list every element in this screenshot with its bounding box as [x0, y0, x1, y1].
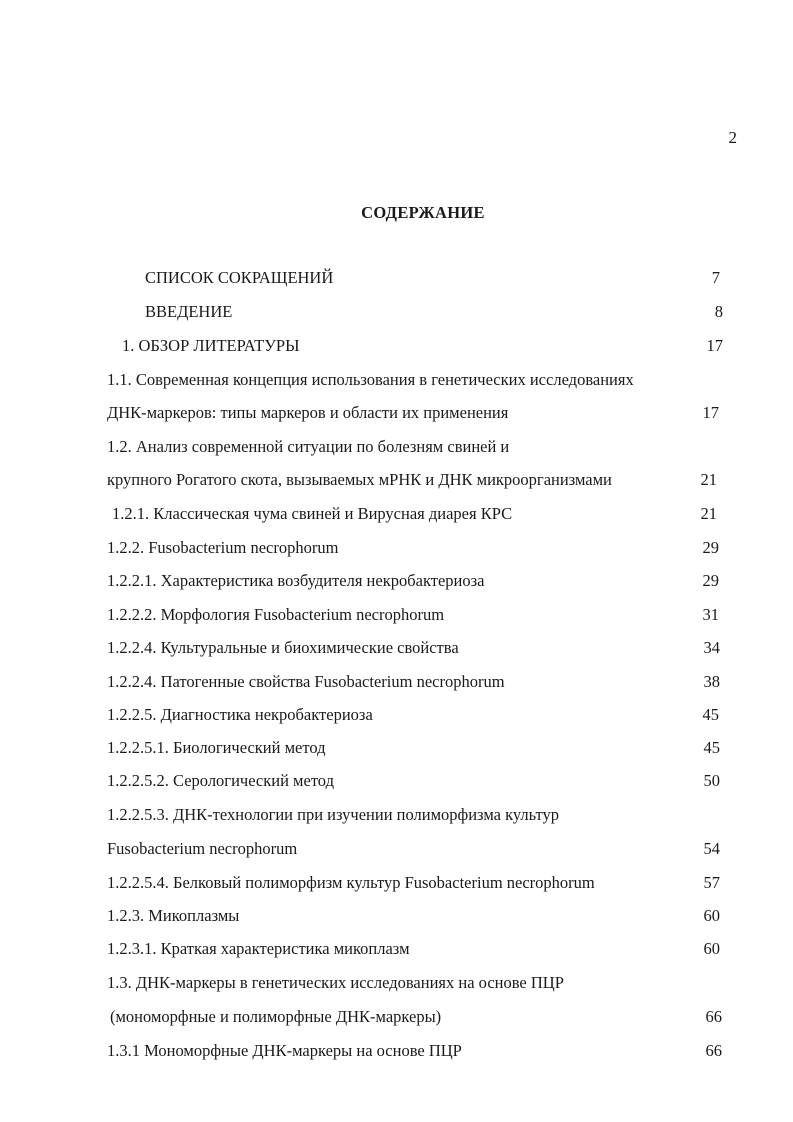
toc-entry [0, 904, 793, 928]
toc-entry [0, 971, 793, 995]
toc-entry [0, 803, 793, 827]
toc-entry-title: 1.3. ДНК-маркеры в генетических исследованиях на основе ПЦР [107, 973, 564, 992]
toc-entry-title: 1.2.2.5.1. Биологический метод [107, 738, 326, 757]
toc-entry [0, 266, 793, 290]
toc-entry-page: 50 [703, 771, 720, 790]
toc-entry [0, 837, 793, 861]
toc-entry-title: 1.2.2. Fusobacterium necrophorum [107, 538, 339, 557]
toc-entry [0, 468, 793, 492]
toc-entry-page: 21 [700, 504, 717, 523]
toc-entry [0, 502, 793, 526]
toc-entry [0, 1005, 793, 1029]
toc-entry-title: 1.2.2.2. Морфология Fusobacterium necrophorum [107, 605, 445, 624]
toc-entry-title: 1.1. Современная концепция использования в генетических исследованиях [107, 370, 634, 389]
toc-entry-page: 60 [703, 906, 720, 925]
toc-entry [0, 536, 793, 560]
toc-entry-title: (мономорфные и полиморфные ДНК-маркеры) [110, 1007, 442, 1026]
page-number: 2 [728, 128, 737, 147]
toc-entry [0, 871, 793, 895]
toc-entry [0, 401, 793, 425]
toc-entry [0, 603, 793, 627]
toc-entry [0, 300, 793, 324]
toc-entry-page: 45 [702, 705, 719, 724]
toc-entry [0, 368, 793, 392]
toc-entry [0, 435, 793, 459]
toc-entry-page: 29 [702, 538, 719, 557]
toc-entry-page: 7 [711, 268, 720, 287]
toc-entry [0, 769, 793, 793]
toc-entry-title: 1. ОБЗОР ЛИТЕРАТУРЫ [122, 336, 300, 355]
toc-entry-page: 54 [703, 839, 720, 858]
toc-entry-page: 34 [703, 638, 720, 657]
toc-entry [0, 1039, 793, 1063]
document-title: СОДЕРЖАНИЕ [361, 203, 485, 222]
toc-entry [0, 703, 793, 727]
toc-entry-title: 1.2.2.4. Патогенные свойства Fusobacterium necrophorum [107, 672, 505, 691]
toc-entry-page: 21 [700, 470, 717, 489]
toc-entry-title: 1.2.2.5.4. Белковый полиморфизм культур Fusobacterium necrophorum [107, 873, 595, 892]
toc-entry-title: ВВЕДЕНИЕ [145, 302, 233, 321]
toc-entry-title: 1.2.2.4. Культуральные и биохимические свойства [107, 638, 459, 657]
toc-entry-title: Fusobacterium necrophorum [107, 839, 298, 858]
toc-entry [0, 736, 793, 760]
toc-entry-title: 1.2.2.1. Характеристика возбудителя некробактериоза [107, 571, 485, 590]
toc-entry-title: 1.2.3.1. Краткая характеристика микоплазм [107, 939, 410, 958]
toc-entry-page: 66 [705, 1007, 722, 1026]
toc-entry-title: ДНК-маркеров: типы маркеров и области их применения [107, 403, 509, 422]
toc-entry-title: крупного Рогатого скота, вызываемых мРНК и ДНК микроорганизмами [107, 470, 612, 489]
toc-entry-title: 1.2. Анализ современной ситуации по болезням свиней и [107, 437, 510, 456]
toc-entry-page: 17 [706, 336, 723, 355]
toc-entry-page: 17 [702, 403, 719, 422]
toc-entry-page: 60 [703, 939, 720, 958]
toc-entry-title: 1.3.1 Мономорфные ДНК-маркеры на основе ПЦР [107, 1041, 462, 1060]
toc-entry [0, 937, 793, 961]
toc-entry [0, 670, 793, 694]
toc-entry-page: 31 [702, 605, 719, 624]
toc-entry [0, 636, 793, 660]
toc-entry-title: 1.2.2.5. Диагностика некробактериоза [107, 705, 373, 724]
toc-entry-title: 1.2.3. Микоплазмы [107, 906, 240, 925]
toc-entry-page: 29 [702, 571, 719, 590]
toc-entry-title: СПИСОК СОКРАЩЕНИЙ [145, 268, 334, 287]
toc-entry-title: 1.2.2.5.3. ДНК-технологии при изучении полиморфизма культур [107, 805, 560, 824]
toc-entry-page: 8 [714, 302, 723, 321]
toc-entry-title: 1.2.1. Классическая чума свиней и Вирусная диарея КРС [112, 504, 513, 523]
toc-entry [0, 569, 793, 593]
toc-entry-page: 57 [703, 873, 720, 892]
toc-entry-page: 66 [705, 1041, 722, 1060]
toc-entry-page: 38 [703, 672, 720, 691]
toc-entry [0, 334, 793, 358]
toc-entry-page: 45 [703, 738, 720, 757]
toc-entry-title: 1.2.2.5.2. Серологический метод [107, 771, 334, 790]
